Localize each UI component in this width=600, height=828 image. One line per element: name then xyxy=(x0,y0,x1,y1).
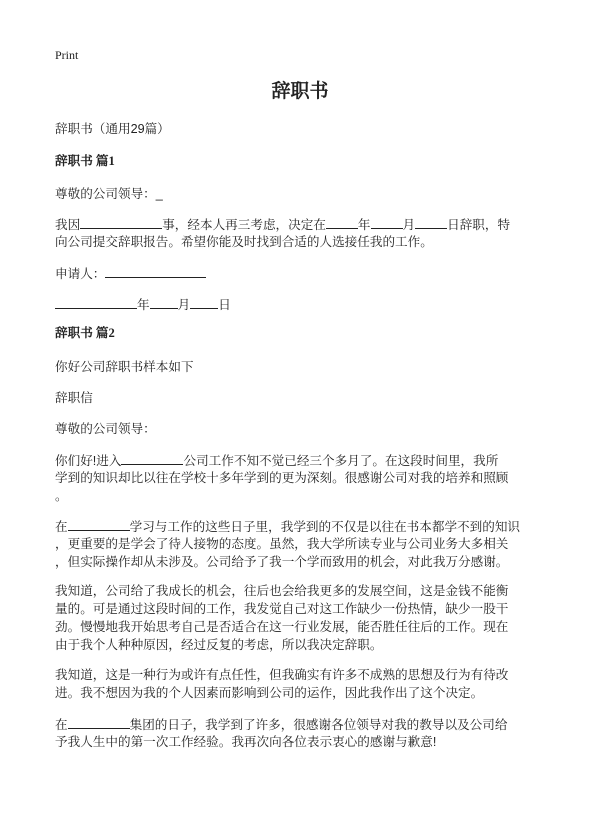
blank-field xyxy=(371,215,403,229)
blank-field xyxy=(68,715,130,729)
paragraph-line: 我知道，这是一种行为或许有点任性，但我确实有许多不成熟的思想及行为有待改 xyxy=(55,668,509,682)
paragraph-line: 量的。可是通过这段时间的工作，我发觉自己对这工作缺少一份热情，缺少一股干 xyxy=(55,602,509,616)
section-heading-1: 辞职书 篇1 xyxy=(55,154,115,168)
text: 在 xyxy=(55,520,68,534)
blank-field xyxy=(326,215,358,229)
blank-field xyxy=(415,215,447,229)
text: 日辞职，特 xyxy=(447,218,511,232)
print-link[interactable]: Print xyxy=(55,48,79,62)
paragraph-line: 向公司提交辞职报告。希望你能及时找到合适的人选接任我的工作。 xyxy=(55,235,433,249)
section-heading-2: 辞职书 篇2 xyxy=(55,326,115,340)
text: 学习与工作的这些日子里，我学到的不仅是以往在书本都学不到的知识 xyxy=(129,520,520,534)
text: 在 xyxy=(55,718,68,732)
applicant-label: 申请人： xyxy=(55,267,106,281)
text: 日 xyxy=(218,298,231,312)
applicant-line xyxy=(55,264,206,283)
letter-label: 辞职信 xyxy=(55,391,93,405)
paragraph-line: 进。我不想因为我的个人因素而影响到公司的运作，因此我作出了这个决定。 xyxy=(55,686,484,700)
paragraph-line: 我知道，公司给了我成长的机会，往后也会给我更多的发展空间，这是金钱不能衡 xyxy=(55,584,509,598)
paragraph-line: ，更重要的是学会了待人接物的态度。虽然，我大学所读专业与公司业务大多相关 xyxy=(55,537,509,551)
paragraph-line: 由于我个人种种原因，经过反复的考虑，所以我决定辞职。 xyxy=(55,638,383,652)
text: 公司工作不知不觉已经三个多月了。在这段时间里，我所 xyxy=(183,454,499,468)
greeting: 尊敬的公司领导： xyxy=(55,422,156,436)
blank-field xyxy=(68,517,130,531)
paragraph-line: 劲。慢慢地我开始思考自己是否适合在这一行业发展，能否胜任往后的工作。现在 xyxy=(55,620,509,634)
text: 月 xyxy=(177,298,191,312)
paragraph-line xyxy=(55,451,498,470)
paragraph-line: 予我人生中的第一次工作经验。我再次向各位表示衷心的感谢与歉意! xyxy=(55,735,437,749)
greeting: 尊敬的公司领导：_ xyxy=(55,187,163,201)
text: 年 xyxy=(137,298,150,312)
date-line xyxy=(55,295,231,314)
paragraph-line xyxy=(55,517,520,536)
paragraph-line: 。 xyxy=(55,489,68,503)
applicant-blank xyxy=(105,264,206,278)
text: 月 xyxy=(402,218,416,232)
blank-field xyxy=(190,295,218,309)
paragraph-line: 学到的知识却比以往在学校十多年学到的更为深刻。很感谢公司对我的培养和照顾 xyxy=(55,471,509,485)
text: 集团的日子，我学到了许多，很感谢各位领导对我的教导以及公司给 xyxy=(129,718,508,732)
blank-field xyxy=(80,215,162,229)
paragraph-line: ，但实际操作却从未涉及。公司给予了我一个学而致用的机会，对此我万分感谢。 xyxy=(55,555,509,569)
paragraph-line xyxy=(55,715,507,734)
blank-field xyxy=(55,295,137,309)
blank-field xyxy=(150,295,178,309)
text: 年 xyxy=(357,218,371,232)
intro: 你好公司辞职书样本如下 xyxy=(55,360,194,374)
text: 事，经本人再三考虑，决定在 xyxy=(162,218,326,232)
text: 我因 xyxy=(55,218,81,232)
paragraph-line xyxy=(55,215,510,234)
page-title: 辞职书 xyxy=(271,81,329,102)
subtitle: 辞职书（通用29篇） xyxy=(55,122,170,136)
text: 你们好!进入 xyxy=(55,454,122,468)
blank-field xyxy=(121,451,183,465)
